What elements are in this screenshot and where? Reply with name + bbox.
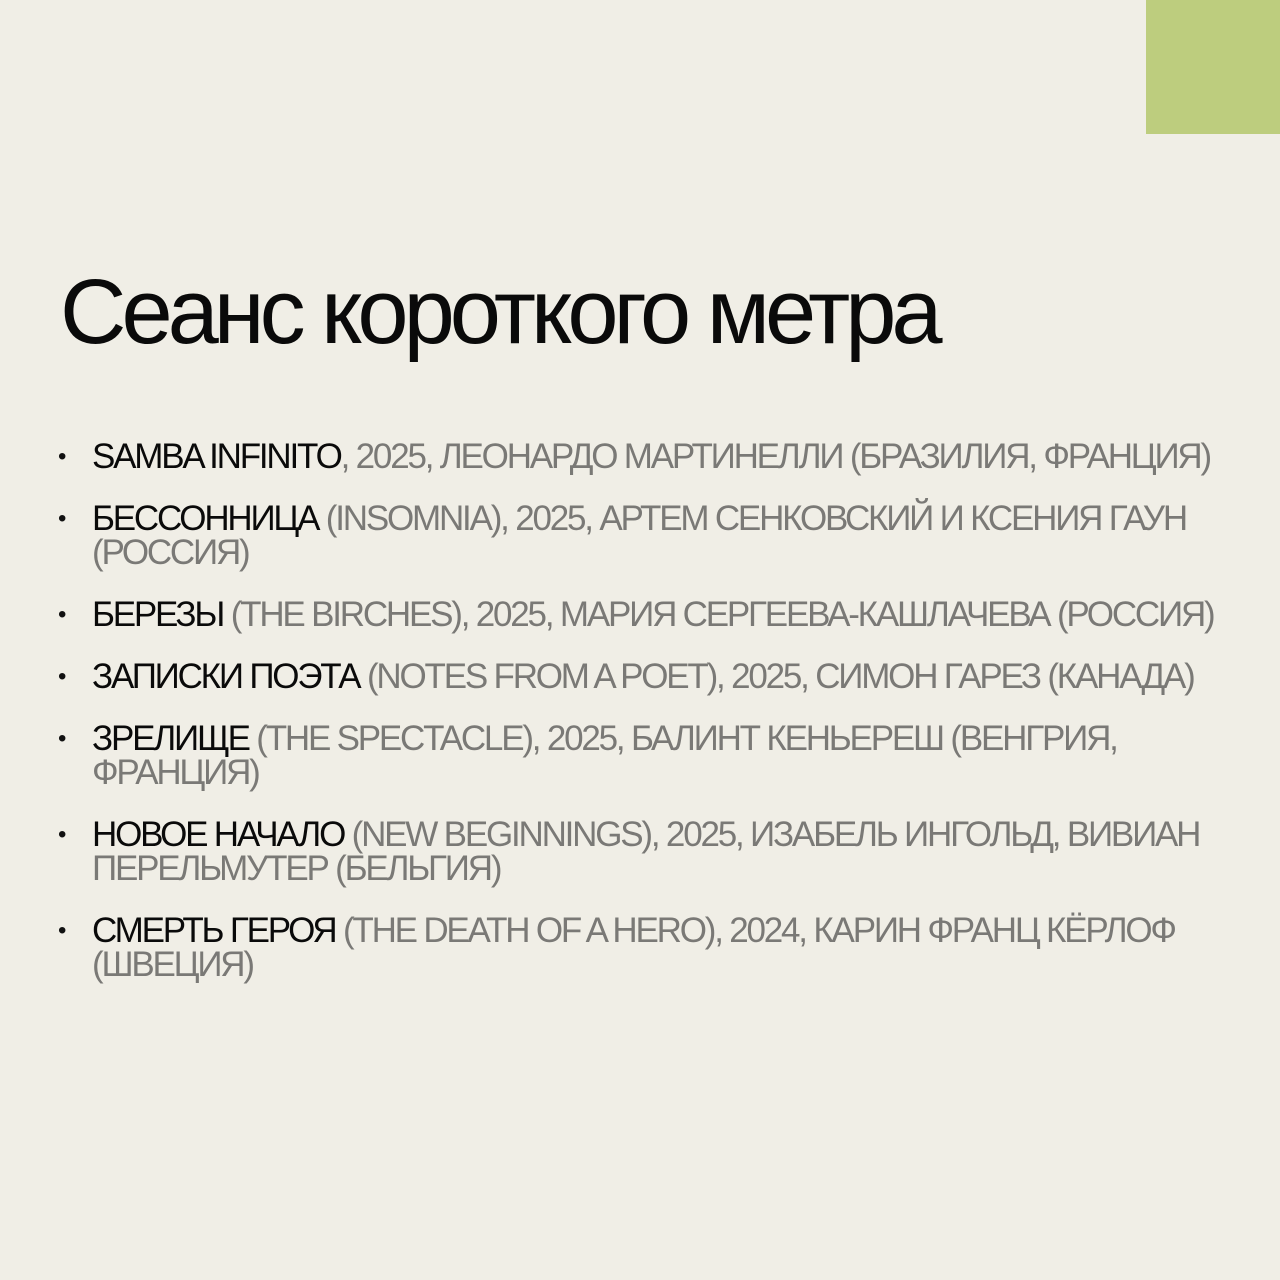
list-item — [56, 815, 1246, 888]
film-details: (NOTES FROM A POET), 2025, СИМОН ГАРЕЗ (КАНАДА) — [359, 657, 1194, 696]
film-details: (THE BIRCHES), 2025, МАРИЯ СЕРГЕЕВА-КАШЛАЧЕВА (РОССИЯ) — [223, 595, 1214, 634]
film-title: ЗАПИСКИ ПОЭТА — [92, 657, 360, 696]
page-title: Сеанс короткого метра — [60, 261, 938, 363]
film-details: , 2025, ЛЕОНАРДО МАРТИНЕЛЛИ (БРАЗИЛИЯ, ФРАНЦИЯ) — [340, 437, 1210, 476]
film-details: (INSOMNIA), 2025, АРТЕМ СЕНКОВСКИЙ И КСЕНИЯ ГАУН (РОССИЯ) — [92, 499, 1186, 572]
film-list — [56, 437, 1246, 1010]
bullet-icon: • — [58, 443, 67, 470]
film-title: БЕРЕЗЫ — [92, 595, 224, 634]
bullet-icon: • — [58, 601, 67, 628]
film-title: БЕССОННИЦА — [92, 499, 319, 538]
accent-square — [1146, 0, 1280, 134]
list-item — [56, 437, 1246, 476]
film-title: НОВОЕ НАЧАЛО — [92, 815, 345, 854]
list-item — [56, 595, 1246, 634]
film-details: (THE SPECTACLE), 2025, БАЛИНТ КЕНЬЕРЕШ (ВЕНГРИЯ, ФРАНЦИЯ) — [92, 719, 1117, 792]
bullet-icon: • — [58, 663, 67, 690]
film-title: СМЕРТЬ ГЕРОЯ — [92, 911, 336, 950]
list-item — [56, 657, 1246, 696]
bullet-icon: • — [58, 917, 67, 944]
list-item — [56, 499, 1246, 572]
bullet-icon: • — [58, 821, 67, 848]
bullet-icon: • — [58, 505, 67, 532]
list-item — [56, 911, 1246, 984]
bullet-icon: • — [58, 725, 67, 752]
film-title: ЗРЕЛИЩЕ — [92, 719, 249, 758]
film-title: SAMBA INFINITO — [92, 437, 341, 476]
list-item — [56, 719, 1246, 792]
film-details: (NEW BEGINNINGS), 2025, ИЗАБЕЛЬ ИНГОЛЬД, ВИВИАН ПЕРЕЛЬМУТЕР (БЕЛЬГИЯ) — [92, 815, 1200, 888]
film-details: (THE DEATH OF A HERO), 2024, КАРИН ФРАНЦ КЁРЛОФ (ШВЕЦИЯ) — [92, 911, 1175, 984]
